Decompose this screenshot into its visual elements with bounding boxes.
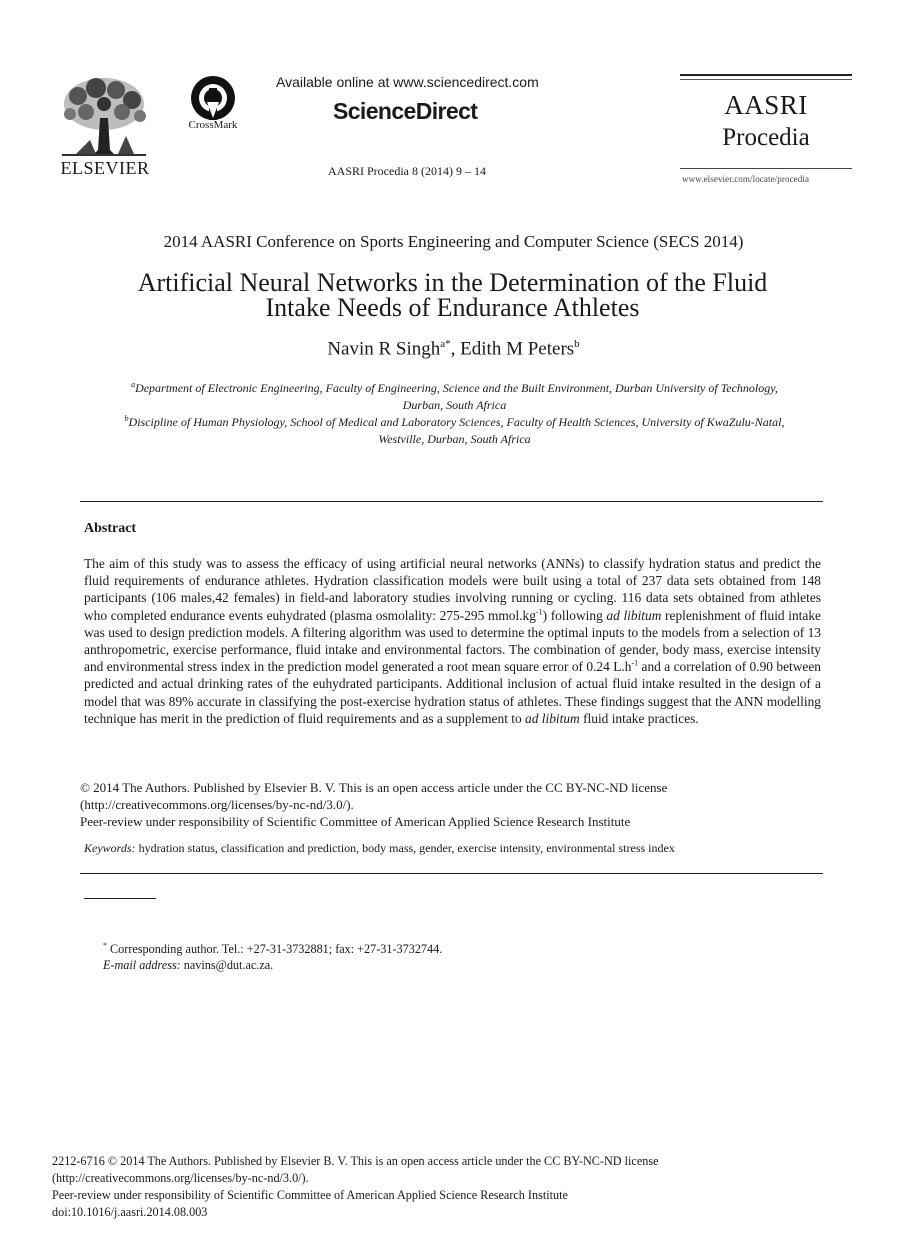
affiliation-a-marker: a: [131, 380, 136, 389]
email-address-link[interactable]: navins@dut.ac.za.: [180, 958, 274, 972]
author-list: [0, 338, 907, 360]
license-line-1: © 2014 The Authors. Published by Elsevier B. V. This is an open access article under the CC BY-NC-ND license: [80, 780, 668, 795]
affiliation-a: [82, 376, 827, 414]
abstract-bottom-rule: [80, 873, 823, 874]
abstract-italic-2: ad libitum: [525, 710, 580, 726]
affiliation-b-line1: Discipline of Human Physiology, School of Medical and Laboratory Sciences, Faculty of Health Sciences, University of KwaZulu-Natal,: [128, 415, 785, 429]
title-line-2: Intake Needs of Endurance Athletes: [265, 293, 640, 322]
bottom-license-url-link[interactable]: (http://creativecommons.org/licenses/by-nc-nd/3.0/).: [52, 1171, 309, 1185]
journal-name-line1: AASRI: [724, 90, 808, 120]
journal-citation: AASRI Procedia 8 (2014) 9 – 14: [328, 164, 486, 178]
bottom-line-1: 2212-6716 © 2014 The Authors. Published by Elsevier B. V. This is an open access article under the CC BY-NC-ND license: [52, 1154, 659, 1168]
bottom-line-3: Peer-review under responsibility of Scientific Committee of American Applied Science Research Institute: [52, 1188, 568, 1202]
sciencedirect-brand: ScienceDirect: [333, 98, 478, 124]
abstract-part-2: ) following: [542, 607, 607, 623]
crossmark-label: CrossMark: [188, 119, 238, 131]
abstract-sup-2: -1: [631, 658, 639, 668]
available-online-link[interactable]: Available online at www.sciencedirect.com: [276, 74, 539, 90]
abstract-part-3: replenishment of fluid intake was used to design prediction models. A filtering algorithm was used to determine the optimal inputs to the models from a selection of 13 anthropometric, exercise performance, fluid intake and environmental factors. The combination of gender, body mass, exercise intensity and environmental stress index in the prediction model generated a root mean square error of 0.24 L.h: [84, 607, 821, 675]
author-2-marker: b: [574, 338, 580, 350]
journal-rule-top: [680, 74, 852, 76]
keywords-label: Keywords:: [84, 841, 136, 855]
affiliation-a-line2: Durban, South Africa: [402, 398, 507, 412]
bottom-license-block: [52, 1153, 852, 1221]
conference-name: 2014 AASRI Conference on Sports Engineering and Computer Science (SECS 2014): [163, 232, 744, 251]
keywords-text: hydration status, classification and prediction, body mass, gender, exercise intensity, environmental stress index: [135, 841, 675, 855]
publisher-name: ELSEVIER: [60, 158, 150, 178]
journal-rule-bottom: [680, 168, 852, 169]
abstract-part-1: The aim of this study was to assess the efficacy of using artificial neural networks (ANNs) to classify hydration status and predict the fluid requirements of endurance athletes. Hydration classification models were built using a total of 237 data sets obtained from 148 participants (106 males,42 females) in field-and laboratory studies involving running or cycling. 116 data sets obtained from athletes who completed endurance events euhydrated (plasma osmolality: 275-295 mmol.kg: [84, 556, 821, 623]
email-note: [103, 958, 273, 973]
paper-title: [80, 270, 825, 320]
abstract-sup-1: -1: [535, 607, 543, 617]
abstract-heading: Abstract: [84, 521, 137, 536]
title-line-1: Artificial Neural Networks in the Determination of the Fluid: [137, 268, 768, 297]
author-separator: ,: [450, 338, 461, 360]
author-1-marker: a*: [440, 338, 451, 350]
email-label: E-mail address:: [103, 958, 181, 972]
abstract-top-rule: [80, 501, 823, 502]
affiliation-a-line1: Department of Electronic Engineering, Faculty of Engineering, Science and the Built Environment, Durban University of Technology,: [135, 381, 778, 395]
abstract-italic-1: ad libitum: [606, 607, 662, 623]
affiliation-b: [82, 410, 827, 448]
footnote-marker: *: [103, 941, 107, 950]
affiliation-b-line2: Westville, Durban, South Africa: [378, 432, 531, 446]
journal-name-line2: Procedia: [722, 124, 810, 151]
journal-rule-top-thin: [680, 79, 852, 80]
license-block: [80, 779, 825, 830]
corresponding-author-text: Corresponding author. Tel.: +27-31-3732881; fax: +27-31-3732744.: [107, 942, 443, 957]
abstract-body: [84, 555, 821, 727]
abstract-part-5: fluid intake practices.: [579, 710, 699, 726]
license-line-3: Peer-review under responsibility of Scientific Committee of American Applied Science Research Institute: [80, 814, 631, 829]
keywords: [84, 841, 675, 856]
doi-link[interactable]: doi:10.1016/j.aasri.2014.08.003: [52, 1205, 208, 1219]
affiliation-b-marker: b: [124, 414, 129, 423]
journal-url-link[interactable]: www.elsevier.com/locate/procedia: [682, 174, 810, 184]
footnote-rule: [84, 898, 156, 899]
abstract-part-4: and a correlation of 0.90 between predicted and actual drinking rates of the euhydrated participants. Additional inclusion of actual fluid intake resulted in the design of a model that was 89% accurate in classifying the post-exercise hydration status of athletes. These findings suggest that the ANN modelling technique has merit in the prediction of fluid requirements and as a supplement to: [84, 659, 821, 726]
license-url-link[interactable]: (http://creativecommons.org/licenses/by-nc-nd/3.0/).: [80, 797, 354, 812]
author-2: Edith M Peters: [460, 338, 575, 360]
corresponding-author-note: [103, 941, 442, 957]
author-1: Navin R Singh: [327, 338, 441, 360]
